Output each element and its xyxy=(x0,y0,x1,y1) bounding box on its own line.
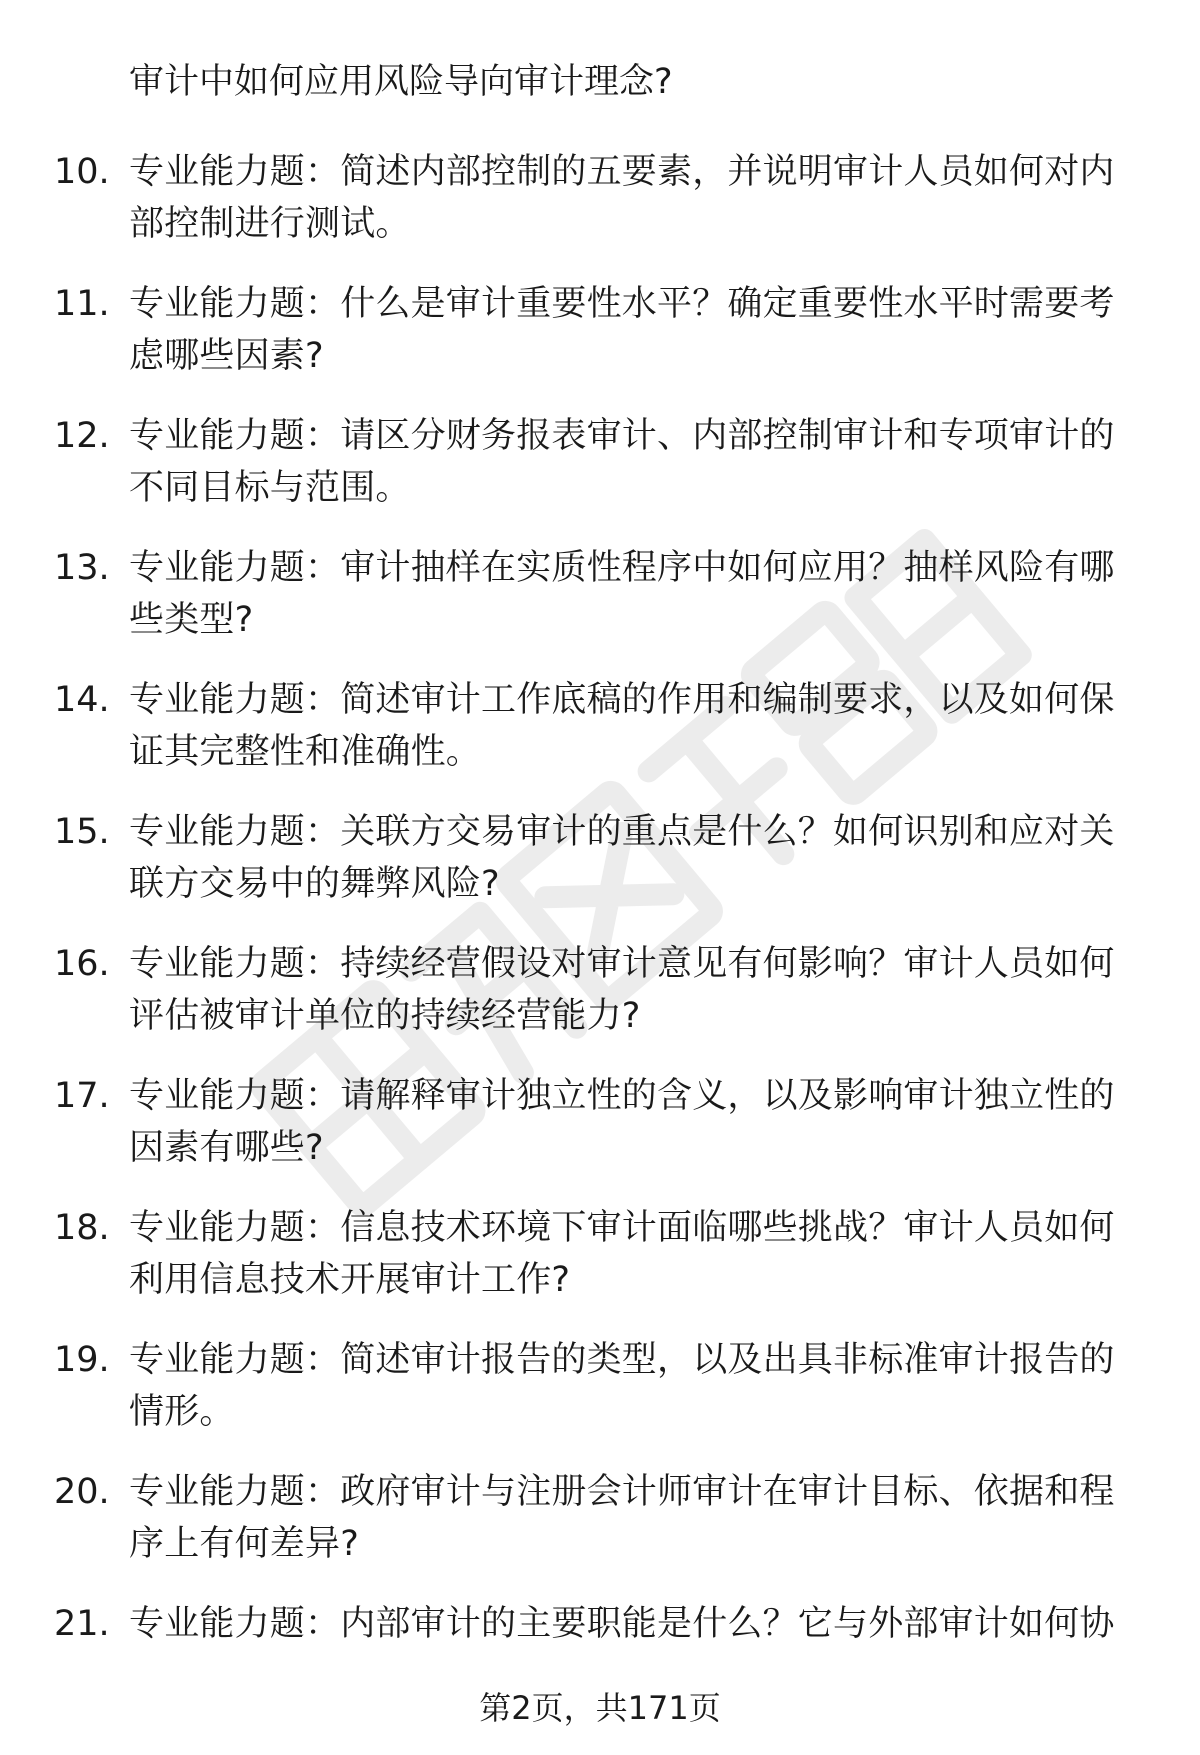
question-number: 19. xyxy=(54,1340,110,1380)
question-number: 10. xyxy=(54,152,110,192)
question-text: 专业能力题：请区分财务报表审计、内部控制审计和专项审计的不同目标与范围。 xyxy=(129,416,1115,508)
list-item xyxy=(0,1466,1200,1598)
list-item xyxy=(0,278,1200,410)
page-footer: 第2页，共171页 xyxy=(479,1689,721,1727)
question-text: 专业能力题：信息技术环境下审计面临哪些挑战？审计人员如何利用信息技术开展审计工作? xyxy=(129,1208,1115,1300)
question-text: 专业能力题：什么是审计重要性水平？确定重要性水平时需要考虑哪些因素? xyxy=(129,284,1115,376)
list-item xyxy=(0,146,1200,278)
question-number: 16. xyxy=(54,944,110,984)
list-item xyxy=(0,1202,1200,1334)
question-text: 专业能力题：持续经营假设对审计意见有何影响？审计人员如何评估被审计单位的持续经营能力? xyxy=(129,944,1115,1036)
question-number: 18. xyxy=(54,1208,110,1248)
question-number: 12. xyxy=(54,416,110,456)
list-item xyxy=(0,806,1200,938)
continued-question-text: 审计中如何应用风险导向审计理念? xyxy=(129,62,673,102)
question-number: 11. xyxy=(54,284,110,324)
list-item xyxy=(0,410,1200,542)
question-list xyxy=(0,146,1200,1730)
question-text: 专业能力题：内部审计的主要职能是什么？它与外部审计如何协 xyxy=(129,1604,1115,1644)
question-number: 15. xyxy=(54,812,110,852)
question-text: 专业能力题：审计抽样在实质性程序中如何应用？抽样风险有哪些类型? xyxy=(129,548,1115,640)
question-number: 14. xyxy=(54,680,110,720)
question-number: 20. xyxy=(54,1472,110,1512)
question-text: 专业能力题：请解释审计独立性的含义，以及影响审计独立性的因素有哪些? xyxy=(129,1076,1115,1168)
list-item xyxy=(0,938,1200,1070)
question-number: 17. xyxy=(54,1076,110,1116)
question-text: 专业能力题：关联方交易审计的重点是什么？如何识别和应对关联方交易中的舞弊风险? xyxy=(129,812,1115,904)
question-text: 专业能力题：政府审计与注册会计师审计在审计目标、依据和程序上有何差异? xyxy=(129,1472,1115,1564)
list-item xyxy=(0,1334,1200,1466)
question-number: 21. xyxy=(54,1604,110,1644)
question-text: 专业能力题：简述审计报告的类型，以及出具非标准审计报告的情形。 xyxy=(129,1340,1115,1432)
question-number: 13. xyxy=(54,548,110,588)
list-item xyxy=(0,542,1200,674)
list-item xyxy=(0,1070,1200,1202)
list-item xyxy=(0,674,1200,806)
question-text: 专业能力题：简述审计工作底稿的作用和编制要求，以及如何保证其完整性和准确性。 xyxy=(129,680,1115,772)
question-text: 专业能力题：简述内部控制的五要素，并说明审计人员如何对内部控制进行测试。 xyxy=(129,152,1115,244)
